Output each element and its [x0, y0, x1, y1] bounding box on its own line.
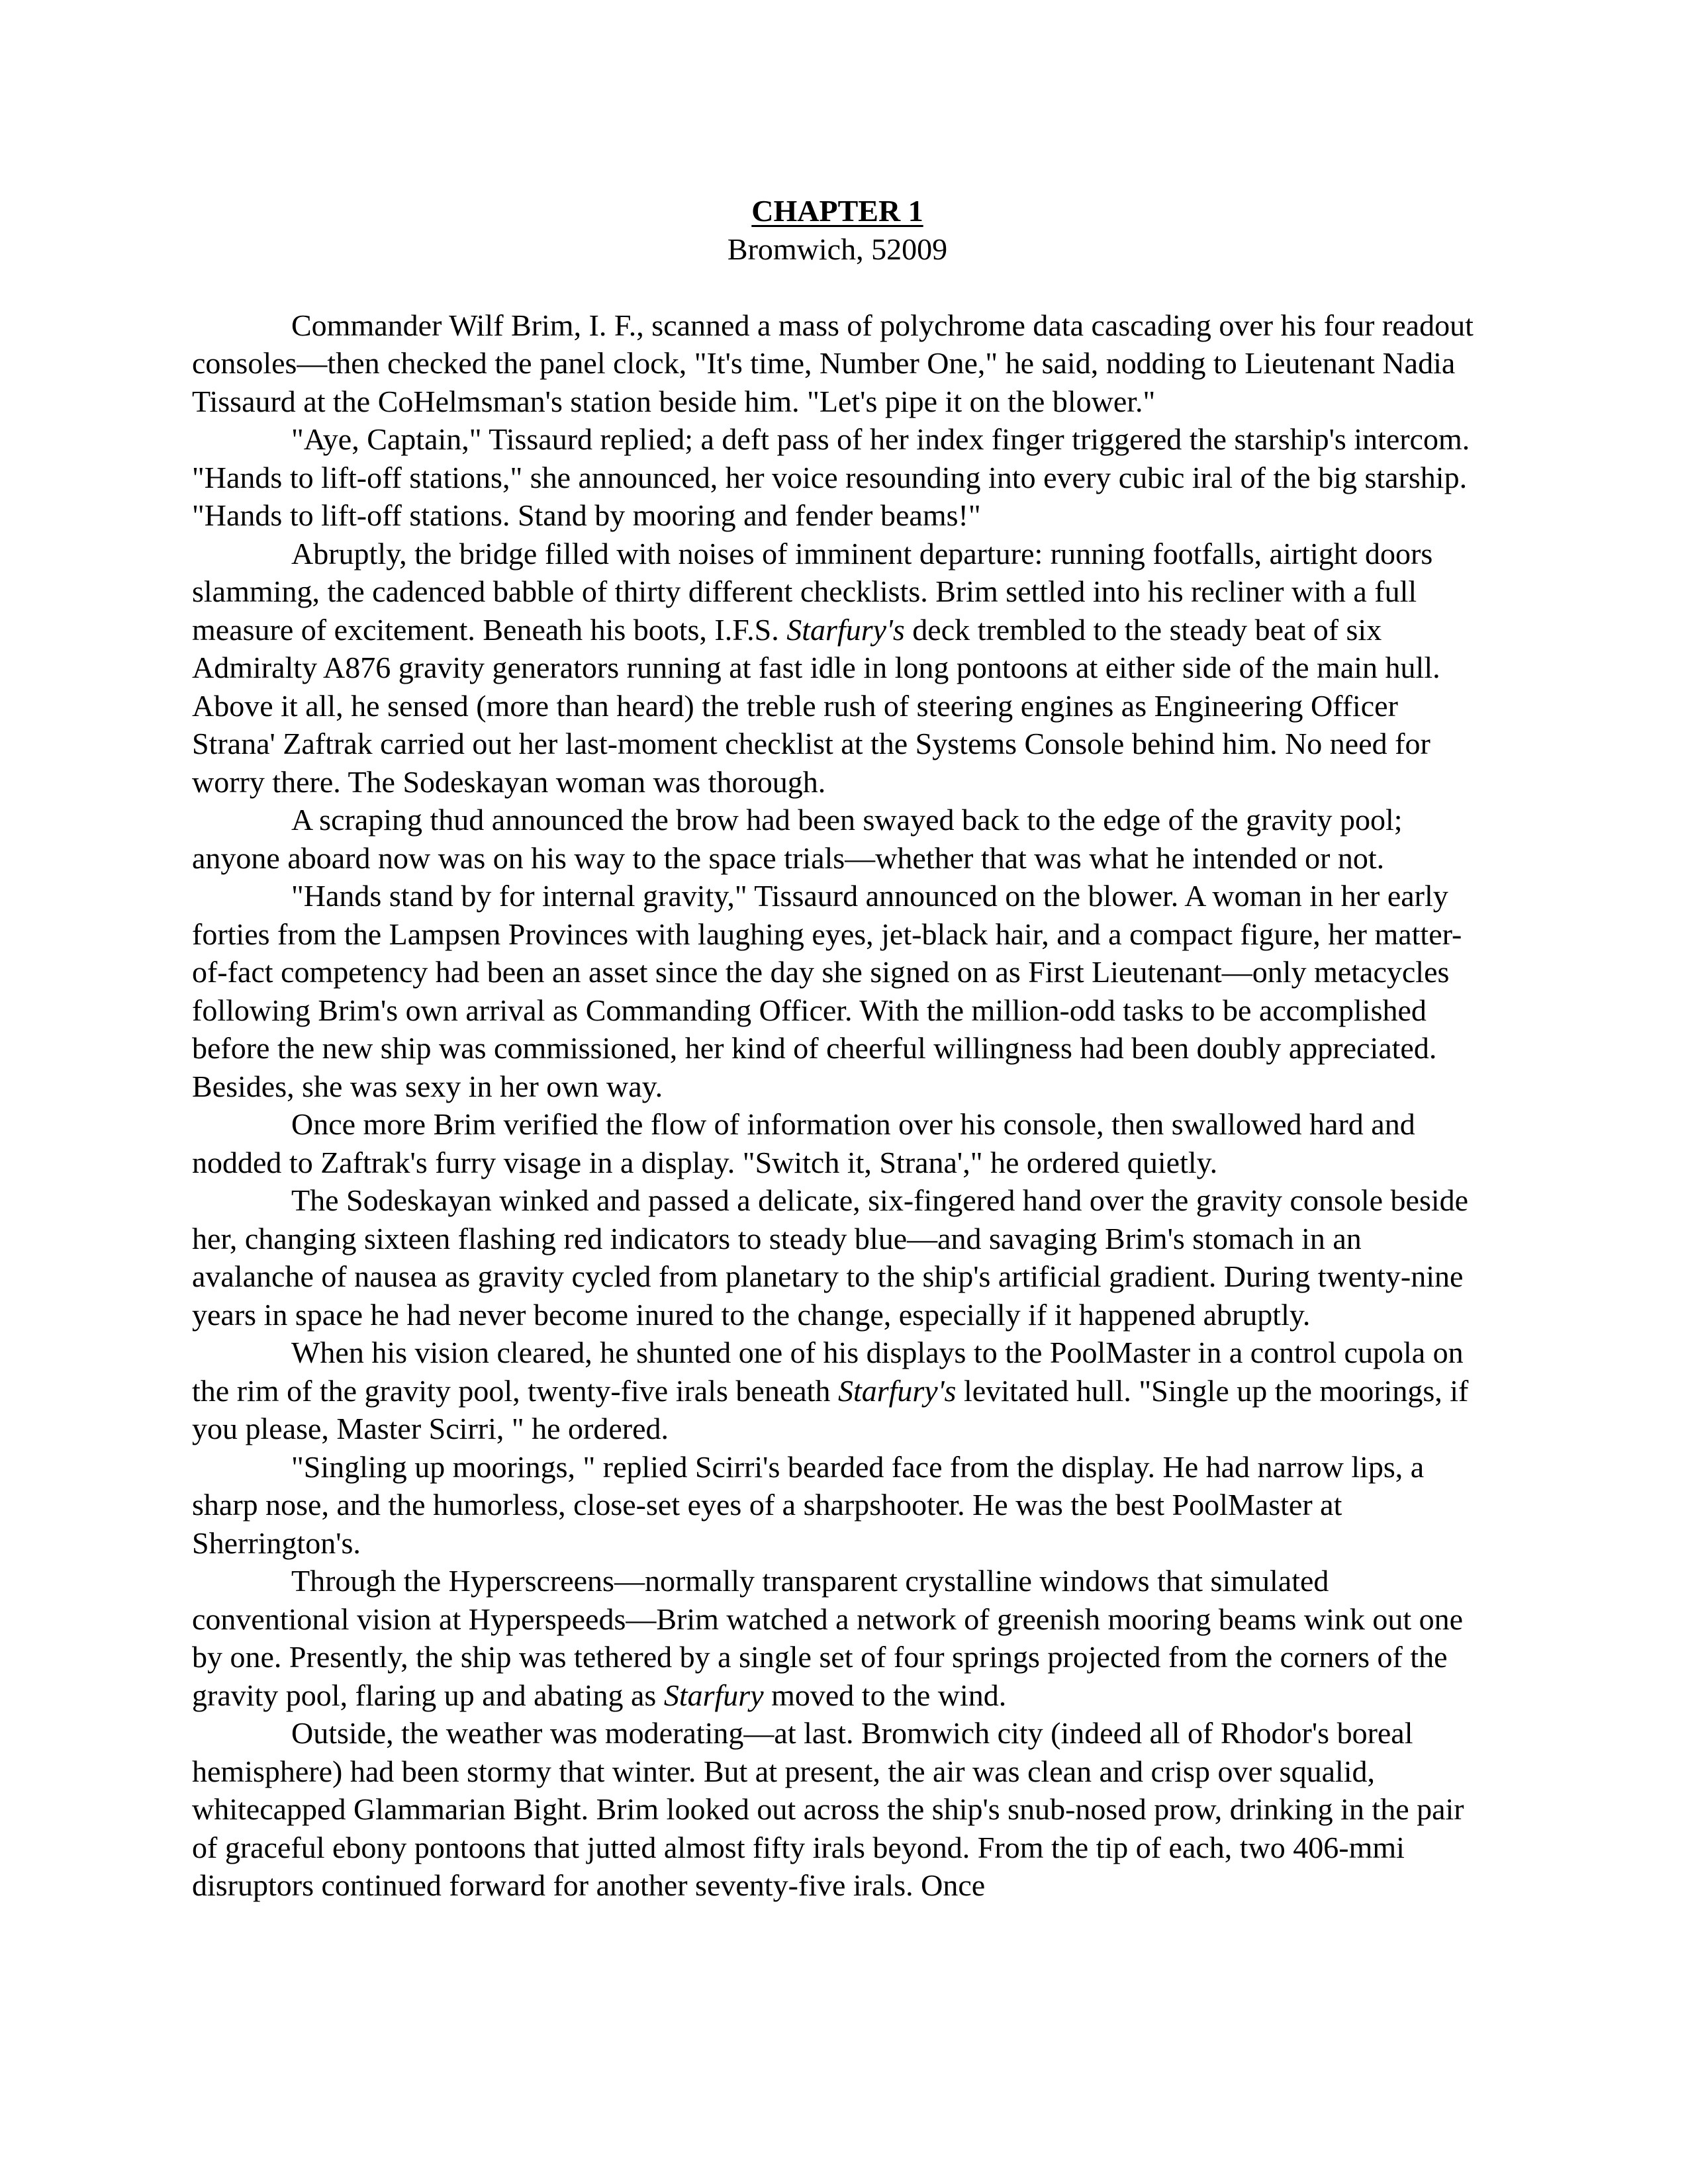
- chapter-heading: [192, 192, 1483, 268]
- ship-name-italic: Starfury's: [837, 1373, 957, 1408]
- chapter-title: CHAPTER 1: [751, 194, 923, 228]
- paragraph-text: Through the Hyperscreens—normally transparent crystalline windows that simulated conventional vision at Hyperspeeds—Brim watched a network of greenish mooring beams wink out one by one. Presently, the ship was tethered by a single set of four springs projected from the corners of the gravity pool, flaring up and abating as: [192, 1564, 1464, 1712]
- paragraph-text: levitated hull. "Single up the moorings, if you please, Master Scirri, " he ordered.: [192, 1373, 1469, 1445]
- paragraph: [192, 1334, 1483, 1448]
- ship-name-italic: Starfury: [663, 1678, 764, 1712]
- paragraph: [192, 1562, 1483, 1714]
- paragraph: "Aye, Captain," Tissaurd replied; a deft pass of her index finger triggered the starship's intercom. "Hands to lift-off stations," she announced, her voice resounding into every cubic iral of the big starship. "Hands to lift-off stations. Stand by mooring and fender beams!": [192, 422, 1470, 532]
- chapter-subtitle: Bromwich, 52009: [727, 232, 948, 266]
- paragraph: Once more Brim verified the flow of information over his console, then swallowed hard and nodded to Zaftrak's furry visage in a display. "Switch it, Strana'," he ordered quietly.: [192, 1107, 1415, 1179]
- document-page: [192, 192, 1483, 1905]
- paragraph: "Hands stand by for internal gravity," Tissaurd announced on the blower. A woman in her early forties from the Lampsen Provinces with laughing eyes, jet-black hair, and a compact figure, her matter-of-fact competency had been an asset since the day she signed on as First Lieutenant—only metacycles following Brim's own arrival as Commanding Officer. With the million-odd tasks to be accomplished before the new ship was commissioned, her kind of cheerful willingness had been doubly appreciated. Besides, she was sexy in her own way.: [192, 879, 1462, 1103]
- paragraph-text: moved to the wind.: [763, 1678, 1007, 1712]
- paragraph: The Sodeskayan winked and passed a delicate, six-fingered hand over the gravity console beside her, changing sixteen flashing red indicators to steady blue—and savaging Brim's stomach in an avalanche of nausea as gravity cycled from planetary to the ship's artificial gradient. During twenty-nine years in space he had never become inured to the change, especially if it happened abruptly.: [192, 1183, 1469, 1332]
- paragraph-text: Abruptly, the bridge filled with noises of imminent departure: running footfalls, airtight doors slamming, the cadenced babble of thirty different checklists. Brim settled into his recliner with a full measure of excitement. Beneath his boots, I.F.S.: [192, 536, 1433, 647]
- paragraph: [192, 535, 1483, 801]
- ship-name-italic: Starfury's: [786, 612, 905, 647]
- paragraph: "Singling up moorings, " replied Scirri's bearded face from the display. He had narrow lips, a sharp nose, and the humorless, close-set eyes of a sharpshooter. He was the best PoolMaster at Sherrington's.: [192, 1449, 1425, 1560]
- paragraph-text: deck trembled to the steady beat of six Admiralty A876 gravity generators running at fast idle in long pontoons at either side of the main hull. Above it all, he sensed (more than heard) the treble rush of steering engines as Engineering Officer Strana' Zaftrak carried out her last-moment checklist at the Systems Console behind him. No need for worry there. The Sodeskayan woman was thorough.: [192, 612, 1440, 799]
- paragraph: Commander Wilf Brim, I. F., scanned a mass of polychrome data cascading over his four readout consoles—then checked the panel clock, "It's time, Number One," he said, nodding to Lieutenant Nadia Tissaurd at the CoHelmsman's station beside him. "Let's pipe it on the blower.": [192, 308, 1474, 418]
- paragraph: Outside, the weather was moderating—at last. Bromwich city (indeed all of Rhodor's boreal hemisphere) had been stormy that winter. But at present, the air was clean and crisp over squalid, whitecapped Glammarian Bight. Brim looked out across the ship's snub-nosed prow, drinking in the pair of graceful ebony pontoons that jutted almost fifty irals beyond. From the tip of each, two 406-mmi disruptors continued forward for another seventy-five irals. Once: [192, 1716, 1464, 1902]
- paragraph-text: When his vision cleared, he shunted one of his displays to the PoolMaster in a control cupola on the rim of the gravity pool, twenty-five irals beneath: [192, 1336, 1464, 1408]
- paragraph: A scraping thud announced the brow had been swayed back to the edge of the gravity pool; anyone aboard now was on his way to the space trials—whether that was what he intended or not.: [192, 803, 1403, 875]
